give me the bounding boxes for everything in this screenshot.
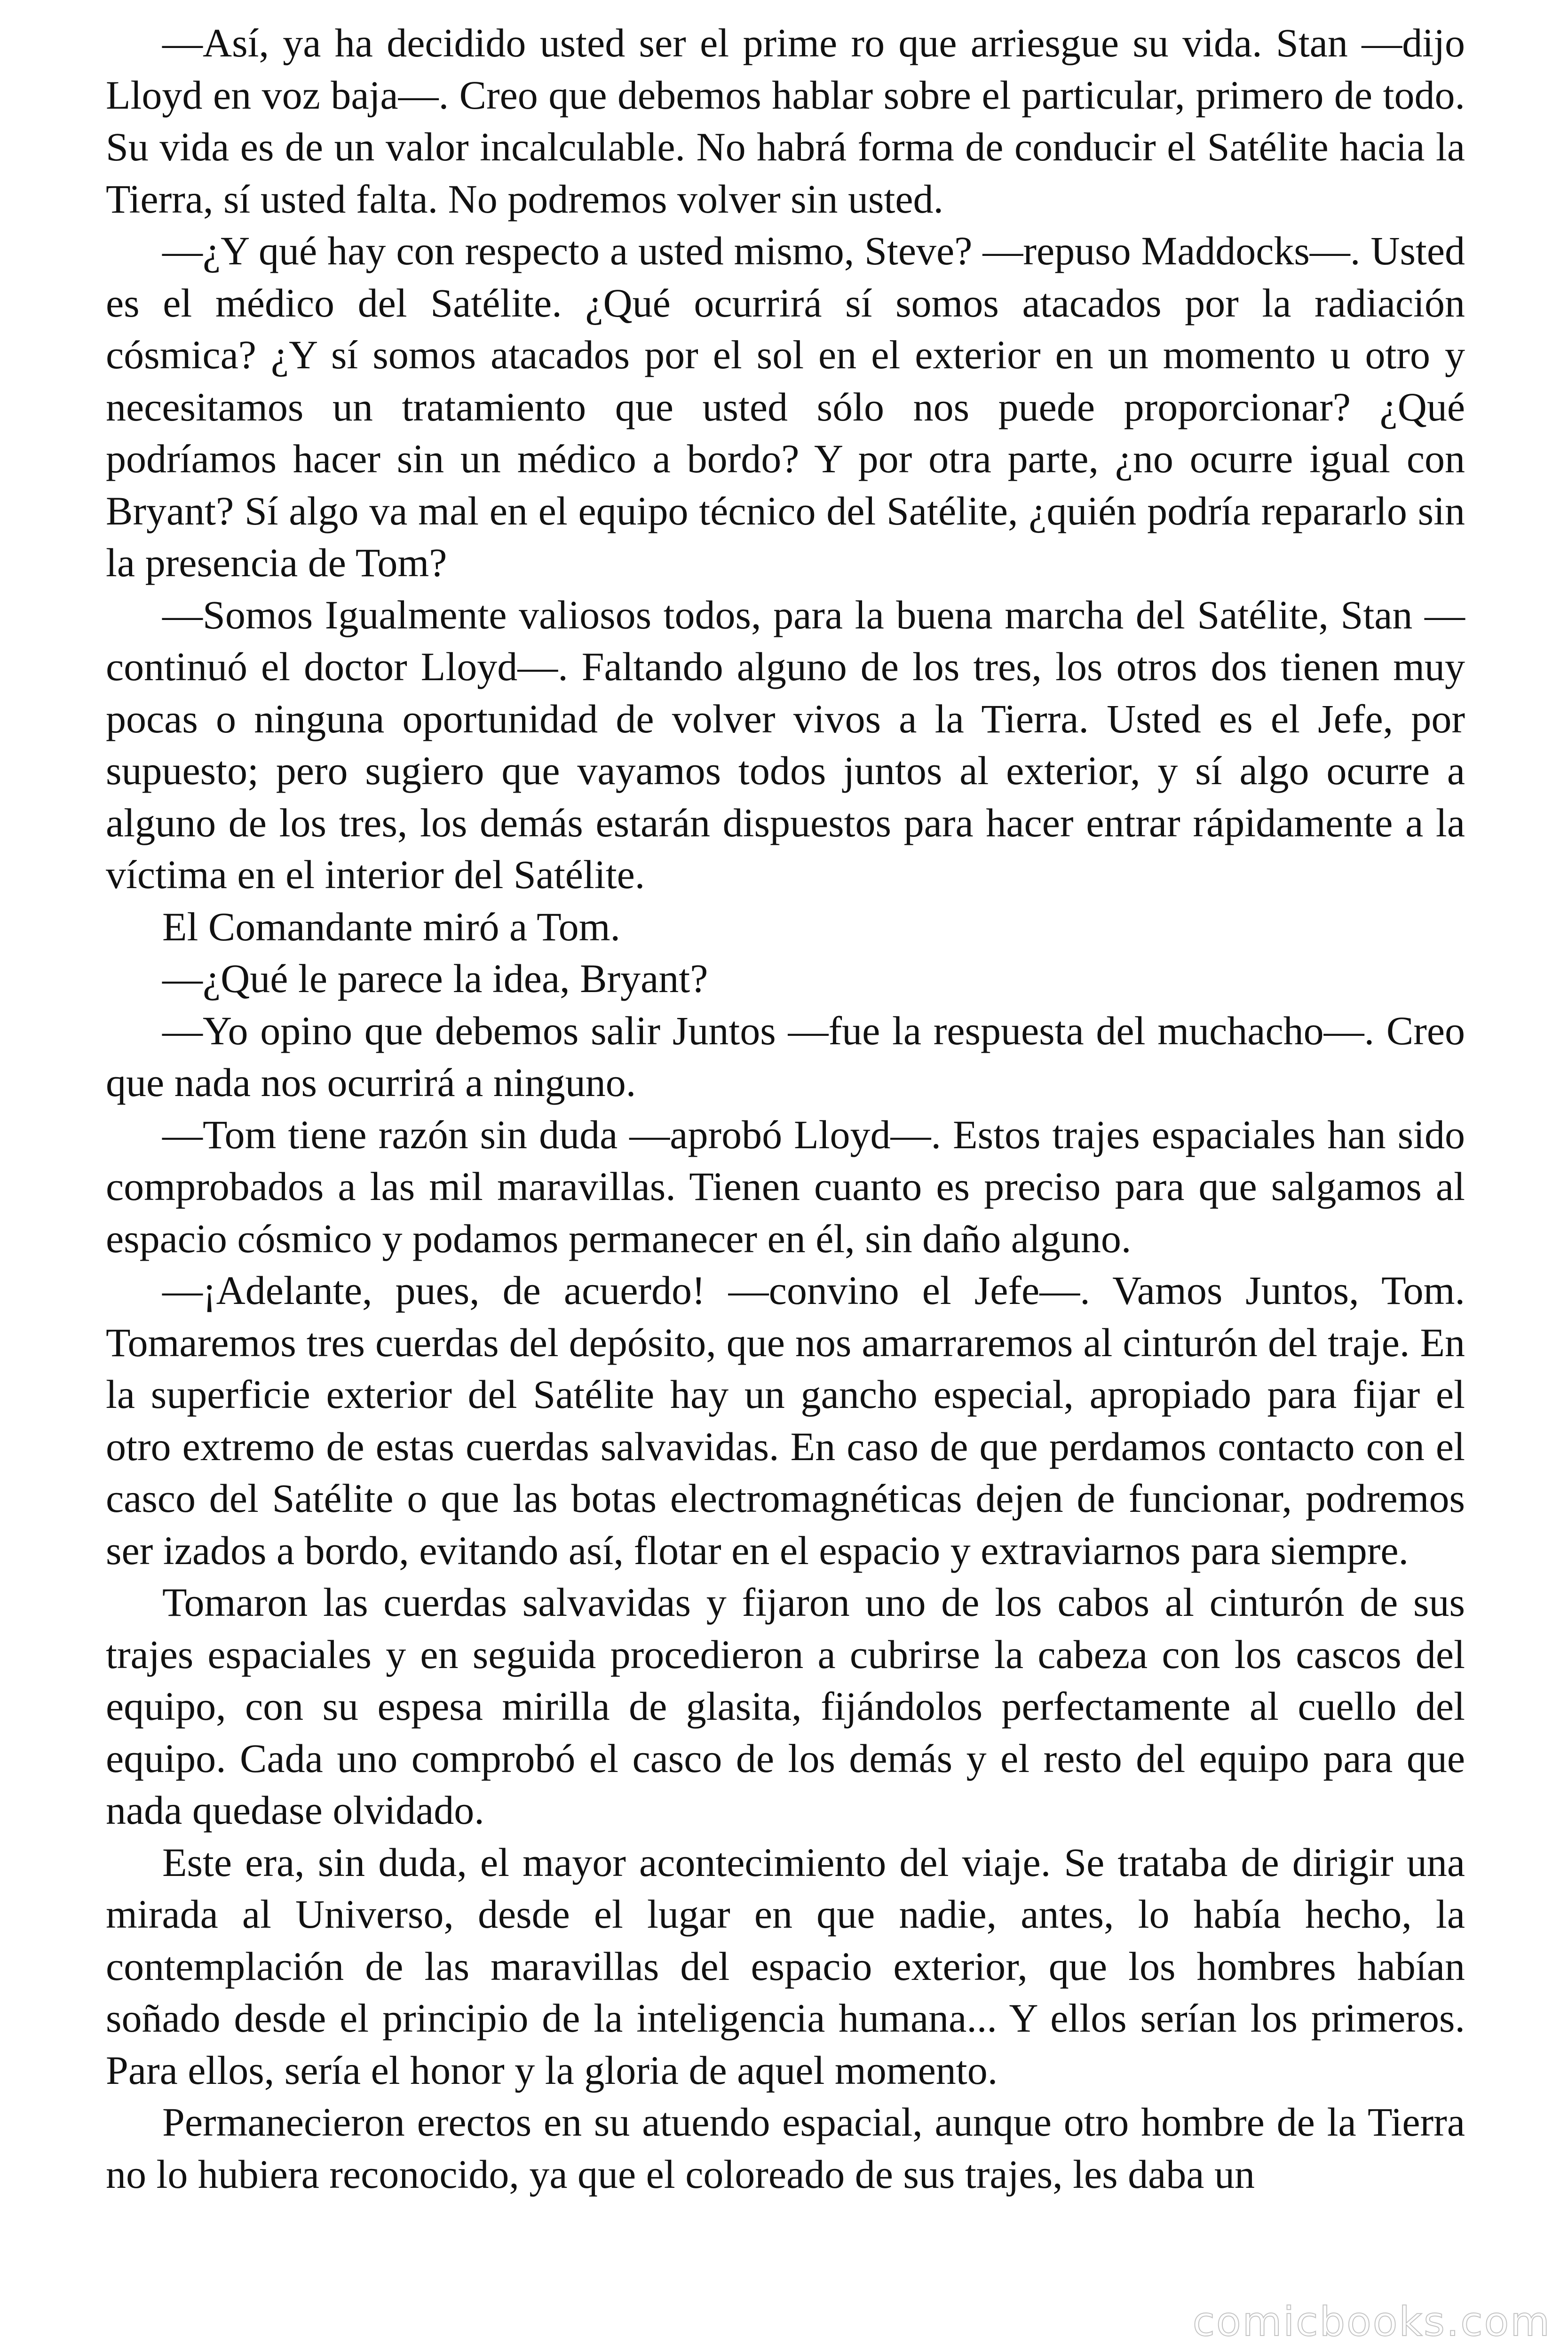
paragraph: —Yo opino que debemos salir Juntos —fue la respuesta del muchacho—. Creo que nada nos ocurrirá a ninguno.: [106, 1008, 1465, 1105]
paragraph: —¿Y qué hay con respecto a usted mismo, Steve? —repuso Maddocks—. Usted es el médico del Satélite. ¿Qué ocurrirá sí somos atacados por la radiación cósmica? ¿Y sí somos atacados por el sol en el exterior en un momento u otro y necesitamos un tratamiento que usted sólo nos puede proporcionar? ¿Qué podríamos hacer sin un médico a bordo? Y por otra parte, ¿no ocurre igual con Bryant? Sí algo va mal en el equipo técnico del Satélite, ¿quién podría repararlo sin la presencia de Tom?: [106, 228, 1465, 585]
paragraph: —Tom tiene razón sin duda —aprobó Lloyd—. Estos trajes espaciales han sido comprobados a las mil maravillas. Tienen cuanto es preciso para que salgamos al espacio cósmico y podamos permanecer en él, sin daño alguno.: [106, 1112, 1465, 1261]
paragraph: —Somos Igualmente valiosos todos, para la buena marcha del Satélite, Stan —continuó el doctor Lloyd—. Faltando alguno de los tres, los otros dos tienen muy pocas o ninguna oportunidad de volver vivos a la Tierra. Usted es el Jefe, por supuesto; pero sugiero que vayamos todos juntos al exterior, y sí algo ocurre a alguno de los tres, los demás estarán dispuestos para hacer entrar rápidamente a la víctima en el interior del Satélite.: [106, 592, 1465, 897]
paragraph: —¿Qué le parece la idea, Bryant?: [162, 956, 708, 1001]
paragraph: Tomaron las cuerdas salvavidas y fijaron uno de los cabos al cinturón de sus trajes espaciales y en seguida procedieron a cubrirse la cabeza con los cascos del equipo, con su espesa mirilla de glasita, fijándolos perfectamente al cuello del equipo. Cada uno comprobó el casco de los demás y el resto del equipo para que nada quedase olvidado.: [106, 1580, 1465, 1833]
paragraph: El Comandante miró a Tom.: [162, 904, 621, 949]
paragraph: —¡Adelante, pues, de acuerdo! —convino el Jefe—. Vamos Juntos, Tom. Tomaremos tres cuerdas del depósito, que nos amarraremos al cinturón del traje. En la superficie exterior del Satélite hay un gancho especial, apropiado para fijar el otro extremo de estas cuerdas salvavidas. En caso de que perdamos contacto con el casco del Satélite o que las botas electromagnéticas dejen de funcionar, podremos ser izados a bordo, evitando así, flotar en el espacio y extraviarnos para siempre.: [106, 1268, 1465, 1573]
body-text: [106, 17, 1465, 2200]
paragraph: —Así, ya ha decidido usted ser el prime ro que arriesgue su vida. Stan —dijo Lloyd en voz baja—. Creo que debemos hablar sobre el particular, primero de todo. Su vida es de un valor incalculable. No habrá forma de conducir el Satélite hacia la Tierra, sí usted falta. No podremos volver sin usted.: [106, 20, 1465, 222]
paragraph: Este era, sin duda, el mayor acontecimiento del viaje. Se trataba de dirigir una mirada al Universo, desde el lugar en que nadie, antes, lo había hecho, la contemplación de las maravillas del espacio exterior, que los hombres habían soñado desde el principio de la inteligencia humana... Y ellos serían los primeros. Para ellos, sería el honor y la gloria de aquel momento.: [106, 1839, 1465, 2093]
watermark: comicbooks.com: [1192, 2298, 1551, 2345]
paragraph: Permanecieron erectos en su atuendo espacial, aunque otro hombre de la Tierra no lo hubiera reconocido, ya que el coloreado de sus trajes, les daba un: [106, 2099, 1465, 2197]
